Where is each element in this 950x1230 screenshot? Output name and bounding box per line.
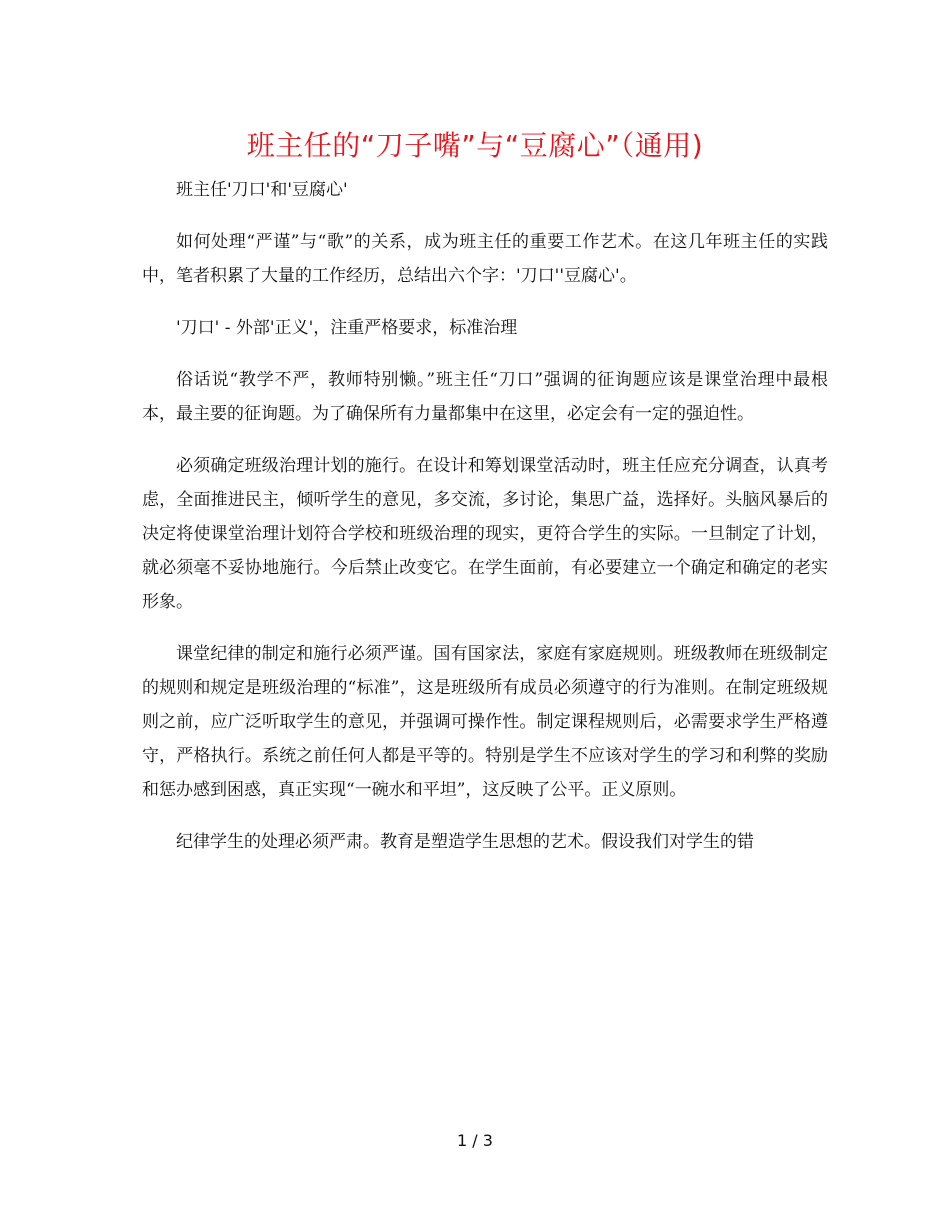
page-number: 1 / 3 [457,1131,493,1150]
paragraph: 俗话说“教学不严，教师特别懒。”班主任“刀口”强调的征询题应该是课堂治理中最根本，最主要的征询题。为了确保所有力量都集中在这里，必定会有一定的强迫性。 [142,370,828,424]
paragraph: 如何处理“严谨”与“歌”的关系，成为班主任的重要工作艺术。在这几年班主任的实践中，笔者积累了大量的工作经历，总结出六个字：'刀口''豆腐心'。 [142,232,828,286]
document-title: 班主任的“刀子嘴”与“豆腐心”（通用) [246,129,704,162]
paragraph: 课堂纪律的制定和施行必须严谨。国有国家法，家庭有家庭规则。班级教师在班级制定的规则和规定是班级治理的“标准”，这是班级所有成员必须遵守的行为准则。在制定班级规则之前，应广泛听取学生的意见，并强调可操作性。制定课程规则后，必需要求学生严格遵守，严格执行。系统之前任何人都是平等的。特别是学生不应该对学生的学习和利弊的奖励和惩办感到困惑，真正实现“一碗水和平坦”，这反映了公平。正义原则。 [142,644,828,800]
document-body [142,173,828,877]
paragraph: 纪律学生的处理必须严肃。教育是塑造学生思想的艺术。假设我们对学生的错 [176,832,754,852]
paragraph-section-heading: '刀口' - 外部'正义'，注重严格要求，标准治理 [176,318,518,338]
paragraph: 必须确定班级治理计划的施行。在设计和筹划课堂活动时，班主任应充分调查，认真考虑，全面推进民主，倾听学生的意见，多交流，多讨论，集思广益，选择好。头脑风暴后的决定将使课堂治理计划符合学校和班级治理的现实，更符合学生的实际。一旦制定了计划，就必须毫不妥协地施行。今后禁止改变它。在学生面前，有必要建立一个确定和确定的老实形象。 [142,456,828,612]
paragraph-subtitle: 班主任'刀口'和'豆腐心' [176,180,348,200]
